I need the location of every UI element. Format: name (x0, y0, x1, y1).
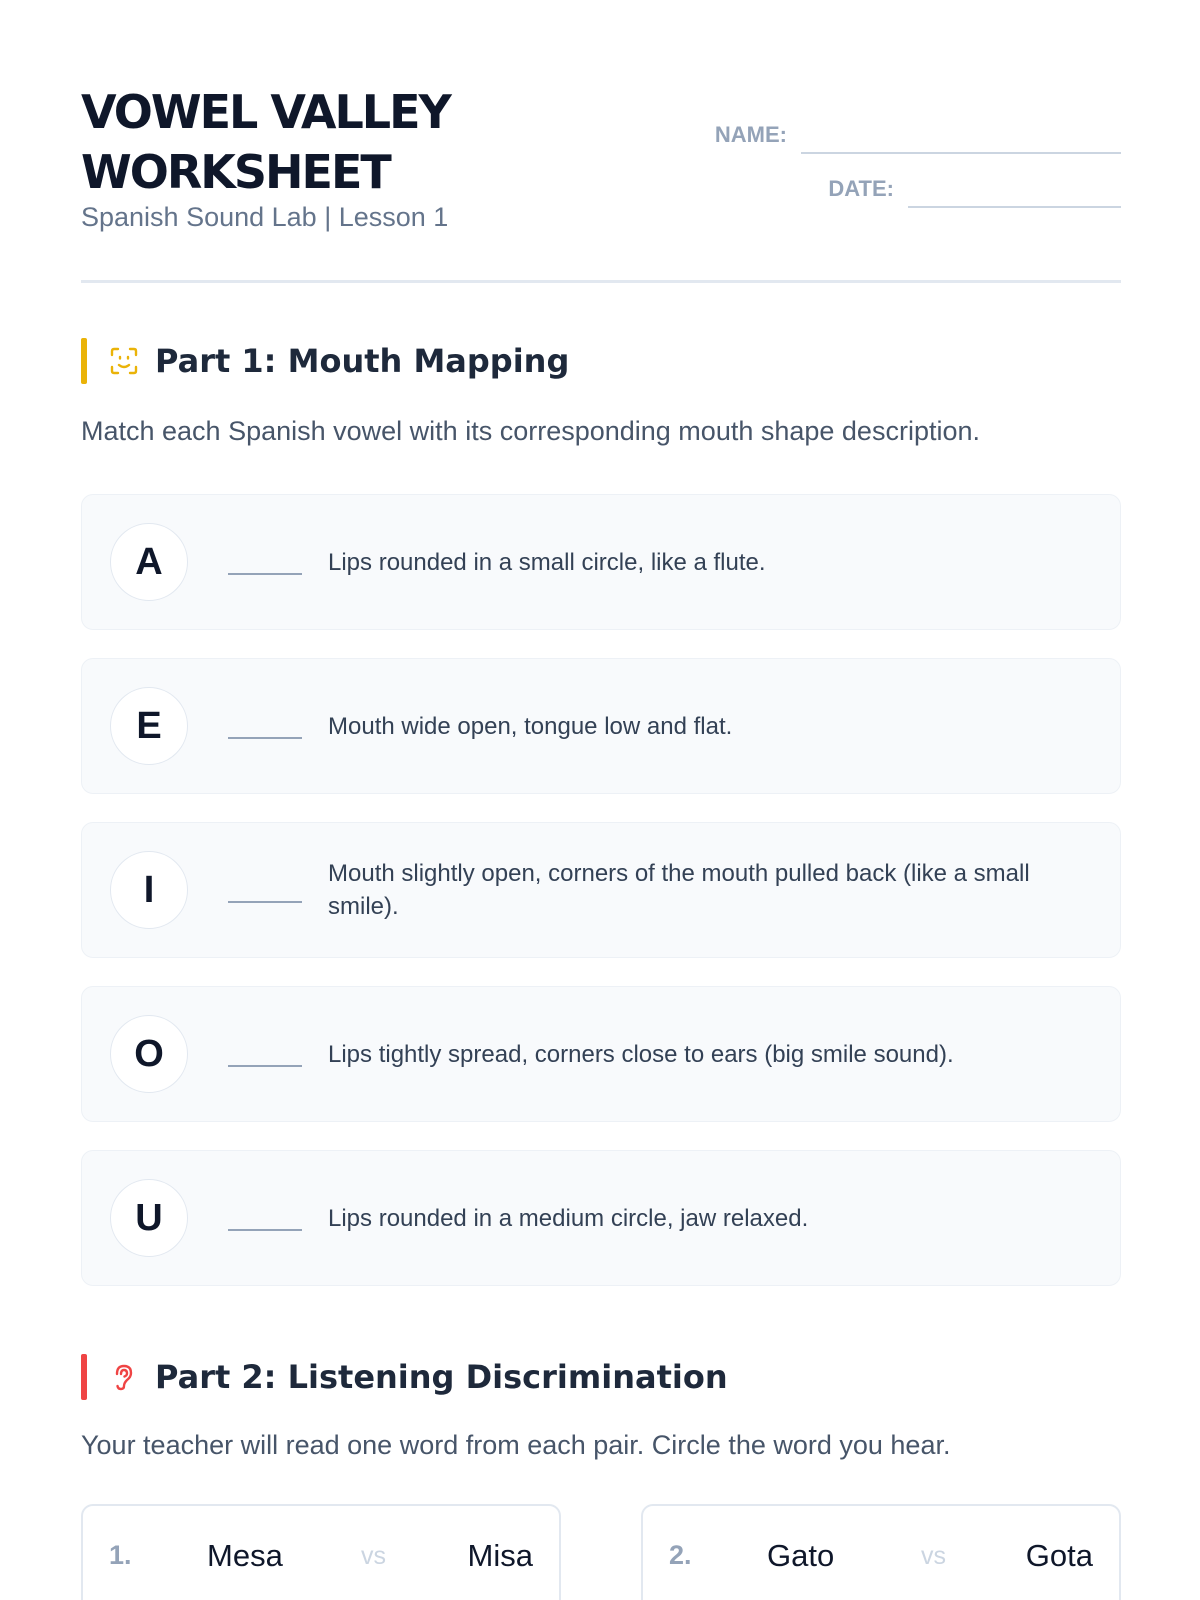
part1-heading (81, 338, 1121, 384)
mouth-description: Mouth slightly open, corners of the mouth pulled back (like a small smile). (328, 860, 1030, 920)
ear-icon (109, 1362, 139, 1392)
vowel-letter: I (110, 851, 188, 929)
word-pair-1 (81, 1504, 561, 1600)
answer-blank[interactable] (228, 1065, 302, 1067)
face-scan-icon (109, 346, 139, 376)
mouth-description: Lips rounded in a medium circle, jaw relaxed. (328, 1204, 809, 1232)
pair-number: 2. (669, 1540, 692, 1570)
mouth-card-o (81, 986, 1121, 1122)
answer-blank[interactable] (228, 1229, 302, 1231)
answer-blank[interactable] (228, 737, 302, 739)
part2-title: Part 2: Listening Discrimination (155, 1358, 728, 1396)
mouth-card-i (81, 822, 1121, 958)
mouth-description: Lips rounded in a small circle, like a flute. (328, 548, 766, 576)
mouth-card-a (81, 494, 1121, 630)
part1-instructions: Match each Spanish vowel with its corresponding mouth shape description. (81, 416, 980, 446)
worksheet-page (81, 0, 1121, 1600)
answer-blank[interactable] (228, 573, 302, 575)
vowel-letter: O (110, 1015, 188, 1093)
part2-instructions: Your teacher will read one word from each pair. Circle the word you hear. (81, 1430, 951, 1460)
date-label: DATE: (828, 176, 894, 201)
pair-number: 1. (109, 1540, 132, 1570)
word-option-2[interactable]: Gota (1025, 1538, 1093, 1573)
mouth-description: Mouth wide open, tongue low and flat. (328, 712, 733, 740)
word-option-1[interactable]: Gato (767, 1538, 835, 1573)
answer-blank[interactable] (228, 901, 302, 903)
mouth-description: Lips tightly spread, corners close to ears (big smile sound). (328, 1040, 954, 1068)
part2-heading (81, 1354, 1121, 1400)
vowel-letter: U (110, 1179, 188, 1257)
part2-accent-bar (81, 1354, 87, 1400)
vs-label: vs (361, 1542, 386, 1570)
header-divider (81, 280, 1121, 283)
vs-label: vs (921, 1542, 946, 1570)
worksheet-header (81, 82, 1121, 282)
vowel-letter: A (110, 523, 188, 601)
title-line-1: VOWEL VALLEY (81, 85, 450, 139)
part1-title: Part 1: Mouth Mapping (155, 342, 570, 380)
vowel-letter: E (110, 687, 188, 765)
mouth-card-u (81, 1150, 1121, 1286)
title-line-2: WORKSHEET (81, 145, 390, 199)
word-option-2[interactable]: Misa (467, 1538, 533, 1573)
name-label: NAME: (714, 122, 787, 147)
worksheet-title (81, 82, 601, 202)
date-field (828, 172, 1121, 208)
worksheet-subtitle: Spanish Sound Lab | Lesson 1 (81, 202, 449, 232)
name-line[interactable] (801, 118, 1121, 154)
word-pair-2 (641, 1504, 1121, 1600)
name-field (715, 118, 1121, 154)
part1-accent-bar (81, 338, 87, 384)
word-option-1[interactable]: Mesa (207, 1538, 283, 1573)
mouth-card-e (81, 658, 1121, 794)
date-line[interactable] (908, 172, 1121, 208)
